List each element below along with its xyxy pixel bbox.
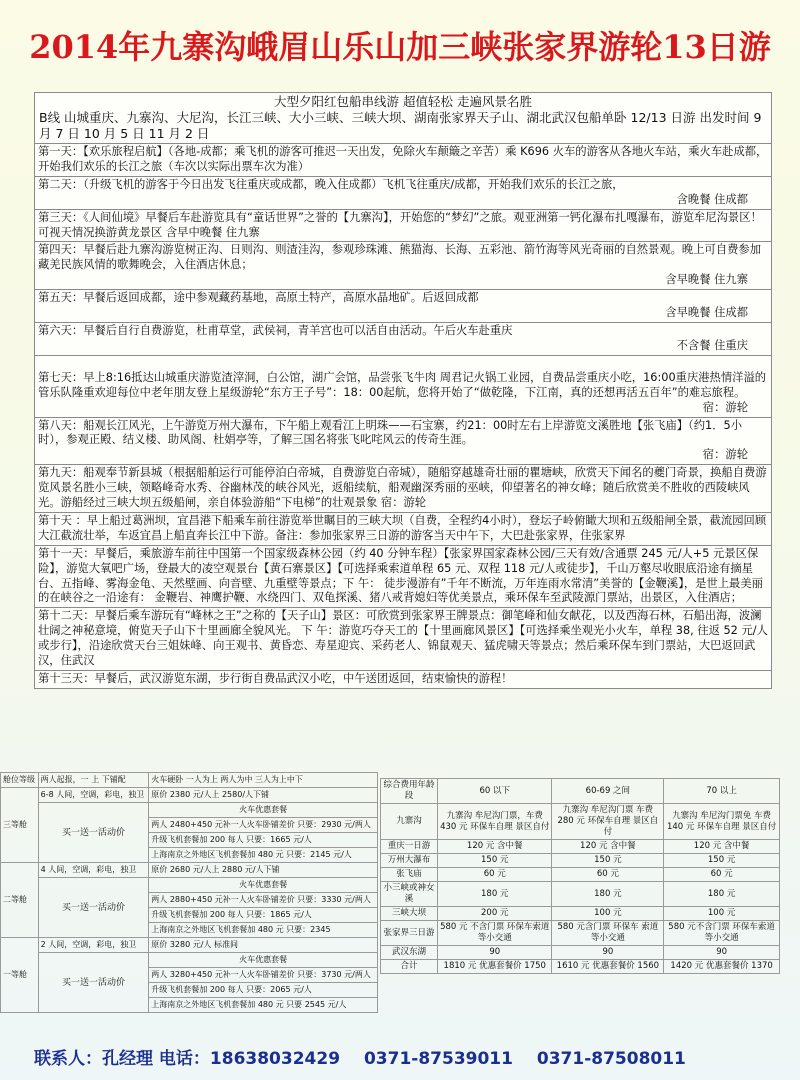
fee-cell: 60 元 bbox=[438, 868, 552, 882]
item-label: 小三峡或神女溪 bbox=[381, 882, 438, 907]
day-text: 第一天：【欢乐旅程启航】（各地-成都；乘飞机的游客可推迟一天出发，免除火车颠簸之辛苦）乘 K696 火车的游客从各地火车站，乘火车赴成都，开始我们欢乐的长江之旅（车次以实际出票车次为准） bbox=[38, 145, 768, 173]
promo-label: 买一送一活动价 bbox=[38, 878, 149, 938]
table-row bbox=[381, 921, 780, 946]
fee-cell: 180 元 bbox=[552, 882, 664, 907]
fee-cell: 200 元 bbox=[438, 907, 552, 921]
contact-person-phone: 联系人：孔经理 电话：18638032429 bbox=[34, 1049, 341, 1069]
day-meal-lodging: 宿：游轮 bbox=[702, 448, 748, 462]
table-row bbox=[1, 863, 378, 878]
contact-phone-3: 0371-87508011 bbox=[536, 1049, 686, 1069]
fee-cell: 150 元 bbox=[438, 854, 552, 868]
table-row bbox=[381, 854, 780, 868]
fee-cell: 120 元 含中餐 bbox=[664, 840, 780, 854]
day-text: 第十天 ：早上船过葛洲坝，宜昌港下船乘车前往游览举世瞩目的三峡大坝（自费，全程约4小时），登坛子岭俯瞰大坝和五级船闸全景，截流园回顾大江截流壮举，车返宜昌上船直奔长江中下游。备注：参加张家界三日游的游客当天中午下，大巴赴张家界，住张家界 bbox=[38, 513, 767, 542]
table-header-row bbox=[1, 773, 378, 788]
table-row bbox=[381, 840, 780, 854]
offer-title: 火车优惠套餐 bbox=[149, 953, 378, 968]
day-text: 第四天：早餐后赴九寨沟游览树正沟、日则沟、则渣洼沟，参观珍珠滩、熊猫海、长海、五彩池、箭竹海等风光奇丽的自然景观。晚上可自费参加藏羌民族风情的歌舞晚会，入住酒店休息； bbox=[38, 243, 762, 272]
offer-line: 两人 2880+450 元补一人火车卧铺差价 只要：3330 元/两人 bbox=[149, 893, 378, 908]
table-header-cell: 70 以上 bbox=[664, 779, 780, 804]
cabin-price-table bbox=[0, 772, 378, 1013]
fee-cell: 1420 元 优惠套餐价 1370 bbox=[664, 960, 780, 974]
fee-cell: 90 bbox=[552, 946, 664, 960]
fee-cell: 90 bbox=[438, 946, 552, 960]
day-text: 第七天：早上8:16抵达山城重庆游览渣滓洞，白公馆，湖广会馆，品尝张飞牛肉 周君记火锅工业园，自费品尝重庆小吃，16:00重庆港热情洋溢的管乐队隆重欢迎每位中老年朋友登上星级游轮“东方王子号”：18：00起航，您将开始了“做乾隆，下江南，真的还想再活五百年”的难忘旅程。 bbox=[38, 370, 767, 399]
header-tagline: 大型夕阳红包船串线游 超值轻松 走遍风景名胜 bbox=[274, 94, 532, 109]
day-row bbox=[35, 144, 771, 177]
cabin-desc: 4 人间，空调，彩电，独卫 bbox=[38, 863, 149, 878]
day-row bbox=[35, 323, 771, 356]
cabin-desc: 6-8 人间，空调，彩电，独卫 bbox=[38, 788, 149, 803]
day-row bbox=[35, 177, 771, 210]
offer-line: 升级飞机套餐加 200 每人 只要：1665 元/人 bbox=[149, 833, 378, 848]
itinerary-header bbox=[35, 93, 771, 144]
day-row bbox=[35, 290, 771, 323]
day-meal-lodging: 含晚餐 住成都 bbox=[676, 192, 748, 206]
fee-cell: 100 元 bbox=[552, 907, 664, 921]
fee-cell: 1610 元 优惠套餐价 1560 bbox=[552, 960, 664, 974]
fee-cell: 九寨沟 牟尼沟门票 车费 280 元 环保车自理 景区自付 bbox=[552, 804, 664, 840]
table-row bbox=[1, 953, 378, 968]
item-label: 万州大瀑布 bbox=[381, 854, 438, 868]
base-price: 原价 2680 元/人上 2880 元/人下铺 bbox=[149, 863, 378, 878]
base-price: 原价 3280 元/人 标准间 bbox=[149, 938, 378, 953]
day-row bbox=[35, 465, 771, 513]
table-row bbox=[381, 804, 780, 840]
promo-label: 买一送一活动价 bbox=[38, 803, 149, 863]
table-row bbox=[381, 960, 780, 974]
header-route: B线 山城重庆、九寨沟、大尼沟，长江三峡、大小三峡、三峡大坝、湖南张家界天子山、湖北武汉包船单卧 12/13 日游 出发时间 9 月 7 日 10 月 5 日 11 月 2 日 bbox=[39, 110, 762, 141]
table-header-cell: 综合费用年龄段 bbox=[381, 779, 438, 804]
offer-line: 上海南京之外地区飞机套餐加 480 元 只要 2545 元/人 bbox=[149, 998, 378, 1013]
table-header-cell: 60 以下 bbox=[438, 779, 552, 804]
fee-cell: 60 元 bbox=[552, 868, 664, 882]
item-label: 武汉东湖 bbox=[381, 946, 438, 960]
item-label: 九寨沟 bbox=[381, 804, 438, 840]
fee-cell: 150 元 bbox=[552, 854, 664, 868]
cabin-class: 三等舱 bbox=[1, 788, 39, 863]
table-row bbox=[381, 868, 780, 882]
day-text: 第二天：（升级飞机的游客于今日出发飞往重庆或成都，晚入住成都）飞机飞往重庆/成都，开始我们欢乐的长江之旅， bbox=[38, 177, 624, 191]
table-header-row bbox=[381, 779, 780, 804]
table-row bbox=[381, 907, 780, 921]
fee-cell: 90 bbox=[664, 946, 780, 960]
fee-cell: 120 元 含中餐 bbox=[438, 840, 552, 854]
spacer bbox=[35, 356, 771, 370]
fee-cell: 九寨沟 牟尼沟门票，车费 430 元 环保车自理 景区自付 bbox=[438, 804, 552, 840]
fee-cell: 120 元 含中餐 bbox=[552, 840, 664, 854]
table-row bbox=[1, 803, 378, 818]
day-text: 第十二天：早餐后乘车游玩有“峰林之王”之称的【天子山】景区：可欣赏到张家界王牌景点：御笔峰和仙女献花，以及西海石林，石船出海，波澜壮阔之神秘意境，俯览天子山下十里画廊全貌风光。 下 午：游览巧夺天工的【十里画廊风景区】【可选择乘坐观光小火车，单程 38, 往返 52 元/人或步行】，沿途欣赏天台三姐妹峰、向王观书、黄昏恋、寿星迎宾、采药老人、锦鼠观天、猛虎啸天等景点；然后乘环保车到门票站，大巴返回武汉，住武汉 bbox=[38, 609, 768, 668]
day-text: 第十三天：早餐后，武汉游览东湖，步行街自费品武汉小吃，中午送团返回，结束愉快的游程！ bbox=[38, 672, 513, 685]
table-row bbox=[381, 882, 780, 907]
table-row bbox=[381, 946, 780, 960]
offer-title: 火车优惠套餐 bbox=[149, 803, 378, 818]
itinerary-box bbox=[34, 92, 772, 689]
fee-cell: 九寨沟 牟尼沟门票免 车费 140 元 环保车自理 景区自付 bbox=[664, 804, 780, 840]
age-fee-table bbox=[380, 778, 780, 974]
day-row bbox=[35, 671, 771, 688]
offer-title: 火车优惠套餐 bbox=[149, 878, 378, 893]
table-row bbox=[1, 788, 378, 803]
day-text: 第六天：早餐后自行自费游览，杜甫草堂，武侯祠，青羊宫也可以活自由活动。午后火车赴重庆 bbox=[38, 323, 513, 337]
contact-line bbox=[34, 1044, 704, 1069]
cabin-class: 一等舱 bbox=[1, 938, 39, 1013]
promo-label: 买一送一活动价 bbox=[38, 953, 149, 1013]
price-section bbox=[0, 772, 800, 1034]
table-header-cell: 60-69 之间 bbox=[552, 779, 664, 804]
item-label: 张飞庙 bbox=[381, 868, 438, 882]
table-row bbox=[1, 878, 378, 893]
table-header-cell: 舱位等级 bbox=[1, 773, 39, 788]
day-text: 第九天：船观奉节新县城（根据船舶运行可能停泊白帝城，自费游览白帝城），随船穿越雄奇壮丽的瞿塘峡，欣赏天下闻名的夔门奇景，换船自费游览风景名胜小三峡，领略峰奇水秀、谷幽林茂的峡谷风光，返船续航，船观幽深秀丽的巫峡，仰望著名的神女峰；随后欣赏美不胜收的西陵峡风光。游船经过三峡大坝五级船闸，亲自体验游船“下电梯”的壮观景象 宿：游轮 bbox=[38, 466, 767, 510]
offer-line: 上海南京之外地区飞机套餐加 480 元 只要：2345 bbox=[149, 923, 378, 938]
item-label: 三峡大坝 bbox=[381, 907, 438, 921]
fee-cell: 60 元 bbox=[664, 868, 780, 882]
item-label: 重庆一日游 bbox=[381, 840, 438, 854]
fee-cell: 580 元 不含门票 环保车索道等小交通 bbox=[438, 921, 552, 946]
day-row bbox=[35, 210, 771, 243]
table-header-cell: 两人起报，一 上 下铺配 bbox=[38, 773, 149, 788]
day-meal-lodging: 不含餐 住重庆 bbox=[676, 338, 748, 352]
cabin-desc: 2 人间，空调，彩电，独卫 bbox=[38, 938, 149, 953]
day-meal-lodging: 宿：游轮 bbox=[702, 400, 748, 414]
fee-cell: 180 元 bbox=[664, 882, 780, 907]
day-text: 第十一天：早餐后，乘旅游车前往中国第一个国家级森林公园（约 40 分钟车程）【张家界国家森林公园/三天有效/含通票 245 元/人+5 元景区保险】，游览大氧吧广场，登最大的凌空观景台【黄石寨景区】【可选择乘索道单程 65 元、双程 118 元/人或徒步】，千山万壑尽收眼底沿途有摘星台、五指峰、雾海金龟、天然壁画、向音壁、九重壁等景点；下 午： 徒步漫游有”千年不断流，万年连雨水常清”美誉的【金鞭溪】，是世上最美丽的在峡谷之一沿途有： 金鞭岩、神鹰护鞭、水绕四门、双龟探溪、猪八戒背媳妇等优美景点，乘环保车至武陵源门票站，出景区，入住酒店； bbox=[38, 546, 763, 605]
fee-cell: 1810 元 优惠套餐价 1750 bbox=[438, 960, 552, 974]
base-price: 原价 2380 元/人上 2580/人下铺 bbox=[149, 788, 378, 803]
table-header-cell: 火车硬卧 一人为上 两人为中 三人为上中下 bbox=[149, 773, 378, 788]
page-title: 2014年九寨沟峨眉山乐山加三峡张家界游轮13日游 bbox=[29, 28, 771, 66]
day-row bbox=[35, 608, 771, 671]
day-row bbox=[35, 242, 771, 290]
day-meal-lodging: 含早晚餐 住成都 bbox=[665, 306, 748, 320]
table-row bbox=[1, 938, 378, 953]
item-label: 张家界三日游 bbox=[381, 921, 438, 946]
day-row bbox=[35, 418, 771, 466]
cabin-class: 二等舱 bbox=[1, 863, 39, 938]
day-row bbox=[35, 513, 771, 546]
day-list bbox=[35, 144, 771, 688]
fee-cell: 580 元不含门票 环保车索道等小交通 bbox=[664, 921, 780, 946]
contact-phone-2: 0371-87539011 bbox=[363, 1049, 513, 1069]
offer-line: 上海南京之外地区飞机套餐加 480 元 只要：2145 元/人 bbox=[149, 848, 378, 863]
day-row bbox=[35, 370, 771, 418]
offer-line: 两人 3280+450 元补一人火车卧铺差价 只要：3730 元/两人 bbox=[149, 968, 378, 983]
fee-cell: 580 元含门票 环保车 索道等小交通 bbox=[552, 921, 664, 946]
day-meal-lodging: 含早晚餐 住九寨 bbox=[665, 273, 748, 287]
item-label: 合计 bbox=[381, 960, 438, 974]
fee-cell: 100 元 bbox=[664, 907, 780, 921]
day-row bbox=[35, 546, 771, 609]
fee-cell: 180 元 bbox=[438, 882, 552, 907]
offer-line: 升级飞机套餐加 200 每人 只要：1865 元/人 bbox=[149, 908, 378, 923]
day-text: 第八天：船观长江风光，上午游览万州大瀑布，下午船上观看江上明珠——石宝寨，约21：00时左右上岸游览文溪胜地【张飞庙】（约1．5小时），参观正殿、结义楼、助风阁、杜娟亭等，了解三国名将张飞叱咤风云的传奇生涯。 bbox=[38, 418, 742, 447]
day-text: 第三天：《人间仙境》早餐后车赴游览具有“童话世界”之誉的【九寨沟】，开始您的“梦幻”之旅。观亚洲第一钙化瀑布扎嘎瀑布，游览牟尼沟景区！ 可视天情况换游黄龙景区 含早中晚餐 住九寨 bbox=[38, 210, 762, 239]
offer-line: 升级飞机套餐加 200 每人 只要：2065 元/人 bbox=[149, 983, 378, 998]
fee-cell: 150 元 bbox=[664, 854, 780, 868]
day-text: 第五天：早餐后返回成都，途中参观藏药基地，高原土特产，高原水晶地矿。后返回成都 bbox=[38, 291, 479, 305]
offer-line: 两人 2480+450 元补一人火车卧铺差价 只要：2930 元/两人 bbox=[149, 818, 378, 833]
